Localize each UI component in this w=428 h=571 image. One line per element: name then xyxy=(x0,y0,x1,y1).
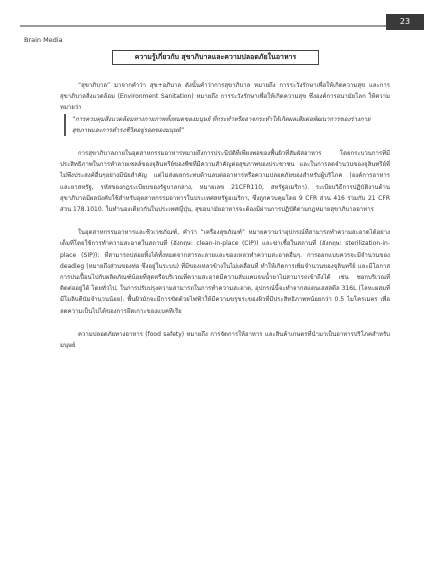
page-title: ความรู้เกี่ยวกับ สุขาภิบาลและความปลอดภัยในอาหาร xyxy=(112,50,319,65)
header-rule xyxy=(20,25,423,27)
sanitary-equipment-paragraph: ในอุตสาหกรรมอาหารและชีวเวชภัณฑ์, คำว่า “เครื่องสุขภัณฑ์” หมายความว่าอุปกรณ์ที่สามารถทำความสะอาดได้อย่างเต็มที่โดยใช้การทำความสะอาดในสถานที่ (อังกฤษ: clean-in-place (CIP)) และฆ่าเชื้อในสถานที่ (อังกฤษ: sterilization-in-place (SIP)): ที่สามารถปล่อยทิ้งได้ทั้งหมดจากสารละลายและของเหลวทำความสะอาดอื่นๆ. การออกแบบควรจะมีจำนวนของ deadleg (หมายถึงส่วนของท่อ ซึ่งอยู่ในระบบ) ที่มีของเหลวข้างในไม่เคลื่อนที่ ทำให้เกิดการเพิ่มจำนวนของจุลินทรีย์ และมีโอกาสการปนเปื้อนไปกับผลิตภัณฑ์น้อยที่สุดหรือบริเวณที่ความสะอาดมีความลับแคบจนน้ำยาไม่สามารถเข้าถึงได้ เช่น ซอกบริเวณที่ติดต่ออยู่ใต้ โดยทั่วไป, ในการปรับปรุงความสามารถในการทำความสะอาด, อุปกรณ์นี้จะทำจากสแตนเลสสตีล 316L (โลหะผสมที่มีโมลิบดีนัมจำนวนน้อย). พื้นผิวมักจะมีการขัดด้วยไฟฟ้าให้มีความขรุขระของผิวที่มีประสิทธิภาพหน้อยกว่า 0.5 ไมโครเมตร เพื่อลดความเป็นไปได้ของการยึดเกาะของแบคทีเรีย xyxy=(60,229,390,315)
intro-paragraph: “สุขาภิบาล” มาจากคำว่า สุข+อภิบาล ดังนั้นคำว่าการสุขาภิบาล หมายถึง การระวังรักษาเพื่อให้เกิดความสุข และการสุขาภิบาลสิ่งแวดล้อม (Environment Sanitation) หมายถึง การระวังรักษาเพื่อให้เกิดความสุข ซึ่งองค์การอนามัยโลก ให้ความหมายว่า xyxy=(60,82,390,112)
article-body xyxy=(60,80,390,351)
food-industry-sanitation-paragraph: การสุขาภิบาลภายในอุตสาหกรรมอาหารหมายถึงการประนีบัติที่เพียงพอของพื้นผิวที่สัมผัสอาหาร โดยกระบวนการที่มีประสิทธิภาพในการทำลายเซลล์ของจุลินทรีย์ของพืชที่มีความสำคัญต่อสุขภาพของประชาชน และในการลดจำนวนของจุลินทรีย์ที่ไม่พึงประสงค์อื่นๆอย่างมีนัยสำคัญ แต่ไม่ส่งผลกระทบด้านลบต่ออาหารหรือความปลอดภัยของสำหรับผู้บริโภค (องค์การอาหารและยาสหรัฐ, รหัสของกฎระเบียบของรัฐบาลกลาง, หมายเลข 21CFR110, สหรัฐอเมริกา). ระเบียบวิธีการปฏิบัติงานด้านสุขาภิบาลมีผลบังคับใช้สำหรับอุตสาหกรรมอาหารในประเทศสหรัฐอเมริกา, ซึ่งถูกควบคุมโดย 9 CFR ส่วน 416 ร่วมกับ 21 CFR ส่วน 178.1010. ในทำนองเดียวกันในประเทศญี่ปุ่น, สุขอนามัยอาหารจะต้องมีผ่านการปฏิบัติตามกฎหมายสุขาภิบาลอาหาร xyxy=(60,150,390,214)
brand-name: Brain Media xyxy=(24,36,63,44)
page-number-badge: 23 xyxy=(386,14,424,30)
who-definition-quote: “การควบคุมสิ่งแวดล้อมทางกายภาพทั้งหมดของมนุษย์ ที่กระทำหรืออาจกระทำให้เกิดผลเสียต่อพัฒนาการของร่างกาย สุขภาพและการดำรงชีวิตอยู่รอดของมนุษย์” xyxy=(64,114,390,136)
food-safety-paragraph: ความปลอดภัยทางอาหาร (food safety) หมายถึง การจัดการให้อาหาร และสินค้าเกษตรที่นำมาเป็นอาหารปริโภคสำหรับมนุษย์ xyxy=(60,330,390,350)
